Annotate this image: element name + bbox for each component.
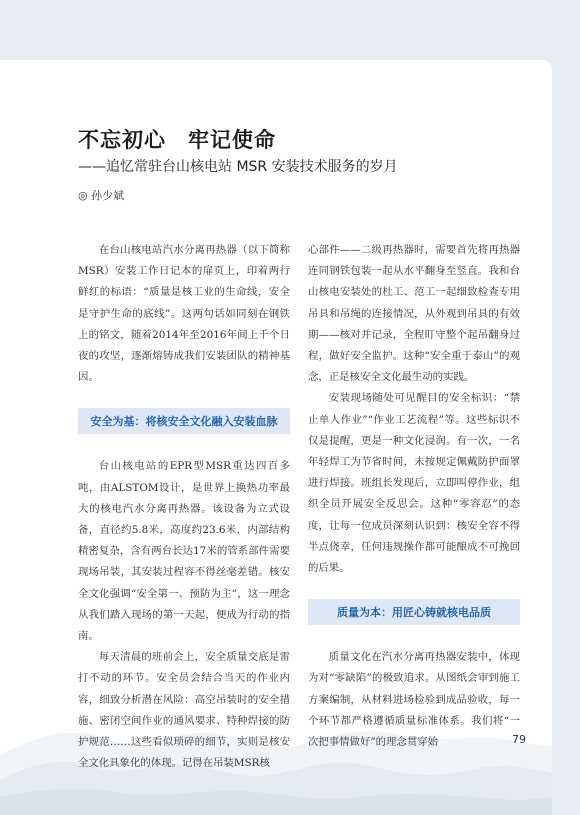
- left-column: [78, 240, 290, 774]
- section-heading-safety: 安全为基：将核安全文化融入安装血脉: [78, 408, 290, 434]
- body-paragraph: 台山核电站的EPR型MSR重达四百多吨，由ALSTOM设计，是世界上换热功率最大的核电汽水分离再热器。该设备为立式设备，直径约5.8米，高度约23.6米，内部结构精密复杂，含有两台长达17米的管系部件需要现场吊装，其安装过程容不得丝毫差错。核安全文化强调“安全第一、预防为主”，这一理念从我们踏入现场的第一天起，便成为行动的指南。: [78, 460, 290, 643]
- body-paragraph: 安装现场随处可见醒目的安全标识：“禁止单人作业”“作业工艺流程”等。这些标识不仅是提醒，更是一种文化浸润。有一次，一名年轻焊工为节省时间，未按规定佩戴防护面罩进行焊接。班组长发现后，立即叫停作业，组织全员开展安全反思会。这种“零容忍”的态度，让每一位成员深刻认识到：核安全容不得半点侥幸，任何违规操作都可能酿成不可挽回的后果。: [308, 392, 520, 575]
- section-heading-quality: 质量为本：用匠心铸就核电品质: [308, 599, 520, 625]
- body-paragraph: 心部件——二级再热器时，需要首先将再热器连同钢铁包装一起从水平翻身至竖直。我和台山核电安装处的杜工、范工一起细致检查专用吊具和吊绳的连接情况，从外观到吊具的有效期——核对并记录，全程盯守整个起吊翻身过程，做好安全监护。这种“安全重于泰山”的观念，正是核安全文化最生动的实践。: [308, 244, 520, 384]
- page-number: 79: [512, 733, 526, 746]
- article-subtitle: ——追忆常驻台山核电站 MSR 安装技术服务的岁月: [78, 159, 398, 175]
- author-byline: ◎ 孙少斌: [78, 189, 125, 202]
- body-paragraph: 在台山核电站汽水分离再热器（以下简称MSR）安装工作日记本的扉页上，印着两行鲜红的标语：“质量是核工业的生命线，安全是守护生命的底线”。这两句话如同刻在钢铁上的铭文，随着2014年至2016年间上千个日夜的攻坚，逐渐熔铸成我们安装团队的精神基因。: [78, 244, 290, 384]
- page: [0, 60, 552, 815]
- body-paragraph: 质量文化在汽水分离再热器安装中，体现为对“零缺陷”的极致追求。从图纸会审到施工方案编制，从材料进场检验到成品验收，每一个环节都严格遵循质量标准体系。我们将“一次把事情做好”的理念贯穿始: [308, 651, 520, 749]
- right-column: [308, 240, 520, 753]
- body-paragraph: 每天清晨的班前会上，安全质量交底是雷打不动的环节。安全员会结合当天的作业内容，细致分析潜在风险：高空吊装时的安全措施、密闭空间作业的通风要求、特种焊接的防护规范……这些看似琐碎的细节，实则是核安全文化具象化的体现。记得在吊装MSR核: [78, 651, 290, 770]
- article-title: 不忘初心 牢记使命: [78, 128, 276, 152]
